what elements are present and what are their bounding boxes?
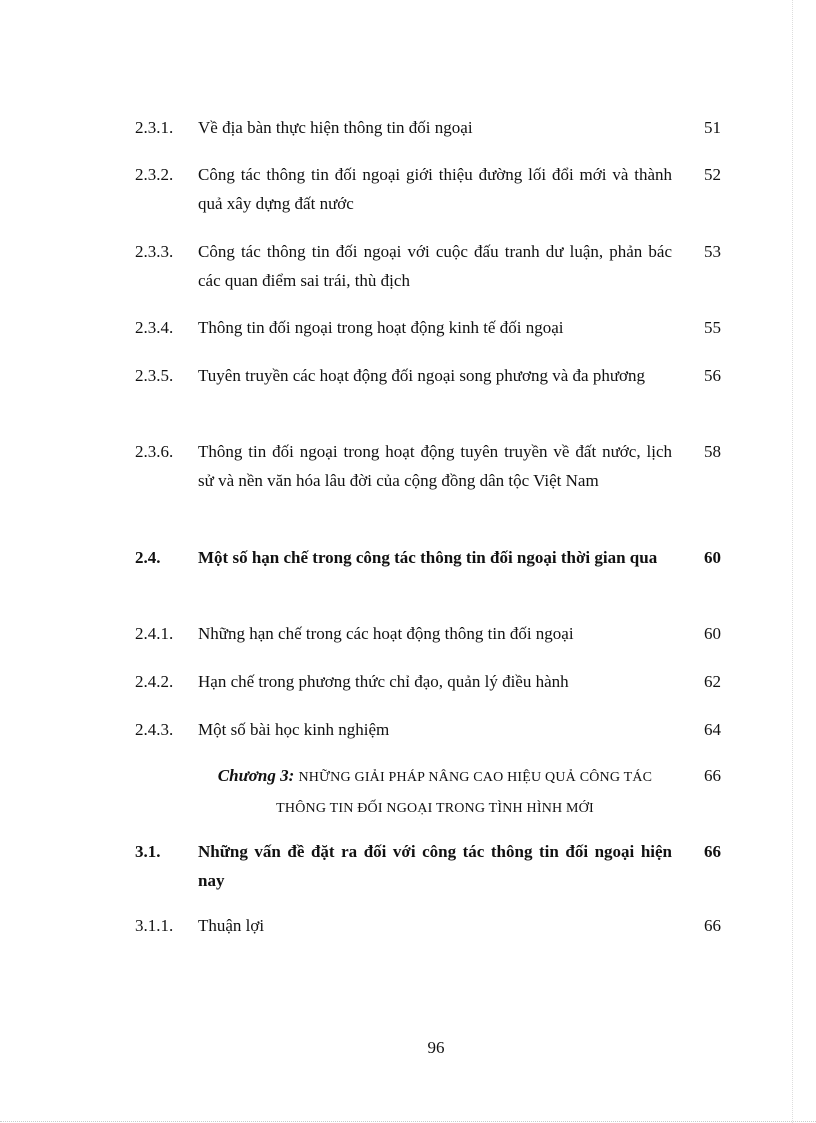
chapter-title: NHỮNG GIẢI PHÁP NÂNG CAO HIỆU QUẢ CÔNG TÁC THÔNG TIN ĐỐI NGOẠI TRONG TÌNH HÌNH MỚI	[276, 770, 653, 816]
toc-number: 2.4.2.	[135, 672, 174, 691]
toc-title: Hạn chế trong phương thức chỉ đạo, quản lý điều hành	[198, 672, 569, 691]
toc-page: 66	[704, 842, 721, 861]
toc-number: 2.4.	[135, 548, 161, 567]
toc-title: Thông tin đối ngoại trong hoạt động kinh tế đối ngoại	[198, 318, 564, 337]
toc-entry	[135, 160, 725, 218]
toc-page: 60	[704, 548, 721, 567]
toc-entry	[135, 237, 725, 295]
toc-page: 62	[704, 672, 721, 691]
page-number: 96	[427, 1038, 445, 1057]
toc-number: 3.1.	[135, 842, 161, 861]
toc-number: 2.3.2.	[135, 165, 174, 184]
page-edge-divider	[792, 0, 793, 1123]
chapter-label: Chương 3:	[217, 766, 295, 785]
toc-entry	[135, 667, 725, 696]
toc-page: 52	[704, 165, 721, 184]
toc-title: Tuyên truyền các hoạt động đối ngoại song phương và đa phương	[198, 366, 646, 385]
toc-chapter-entry	[135, 761, 725, 823]
toc-title: Một số hạn chế trong công tác thông tin đối ngoại thời gian qua	[198, 548, 658, 567]
toc-number: 2.4.1.	[135, 624, 174, 643]
toc-title: Thuận lợi	[198, 916, 265, 935]
toc-page: 60	[704, 624, 721, 643]
toc-section-entry	[135, 837, 725, 895]
toc-title: Về địa bàn thực hiện thông tin đối ngoại	[198, 118, 473, 137]
toc-entry	[135, 361, 725, 390]
toc-number: 2.3.1.	[135, 118, 174, 137]
toc-title: Những hạn chế trong các hoạt động thông tin đối ngoại	[198, 624, 574, 643]
toc-entry	[135, 113, 725, 142]
toc-title: Một số bài học kinh nghiệm	[198, 720, 390, 739]
toc-entry	[135, 911, 725, 940]
toc-number: 2.3.3.	[135, 242, 174, 261]
toc-page: 51	[704, 118, 721, 137]
toc-entry	[135, 313, 725, 342]
toc-title: Những vấn đề đặt ra đối với công tác thông tin đối ngoại hiện nay	[198, 842, 672, 890]
toc-section-entry	[135, 543, 725, 572]
toc-number: 3.1.1.	[135, 916, 174, 935]
toc-page: 56	[704, 366, 721, 385]
toc-page: 55	[704, 318, 721, 337]
toc-number: 2.3.4.	[135, 318, 174, 337]
toc-page: 58	[704, 442, 721, 461]
toc-number: 2.3.6.	[135, 442, 174, 461]
toc-entry	[135, 619, 725, 648]
toc-page: 64	[704, 720, 721, 739]
toc-number: 2.4.3.	[135, 720, 174, 739]
toc-number: 2.3.5.	[135, 366, 174, 385]
toc-title: Công tác thông tin đối ngoại với cuộc đấu tranh dư luận, phản bác các quan điểm sai trái, thù địch	[198, 242, 672, 290]
toc-title: Công tác thông tin đối ngoại giới thiệu đường lối đổi mới và thành quả xây dựng đất nước	[198, 165, 672, 213]
toc-page: 53	[704, 242, 721, 261]
page-edge-divider	[0, 1121, 816, 1122]
toc-entry	[135, 715, 725, 744]
toc-entry	[135, 437, 725, 495]
toc-title: Thông tin đối ngoại trong hoạt động tuyên truyền về đất nước, lịch sử và nền văn hóa lâu đời của cộng đồng dân tộc Việt Nam	[198, 442, 672, 490]
toc-page: 66	[704, 916, 721, 935]
toc-page: 66	[704, 766, 721, 785]
